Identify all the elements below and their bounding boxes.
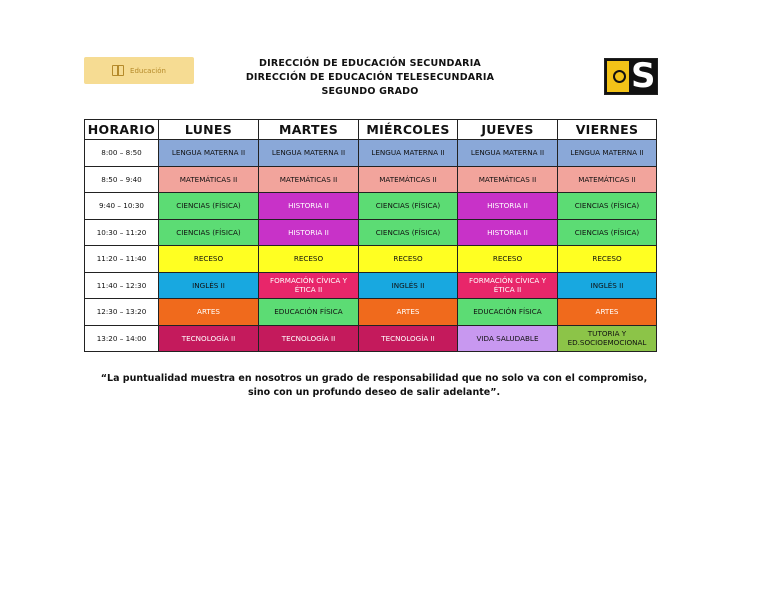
schedule-row: [85, 219, 657, 246]
subject-cell: LENGUA MATERNA II: [159, 140, 259, 167]
subject-cell: EDUCACIÓN FÍSICA: [259, 299, 359, 326]
subject-cell: RECESO: [259, 246, 359, 273]
subject-cell: RECESO: [159, 246, 259, 273]
header-lunes: LUNES: [159, 120, 259, 140]
header-martes: MARTES: [259, 120, 359, 140]
schedule-header-row: [85, 120, 657, 140]
subject-cell: MATEMÁTICAS II: [458, 166, 558, 193]
subject-cell: INGLÉS II: [159, 272, 259, 299]
subject-cell: ARTES: [159, 299, 259, 326]
subject-cell: LENGUA MATERNA II: [558, 140, 657, 167]
schedule-row: [85, 166, 657, 193]
subject-cell: LENGUA MATERNA II: [359, 140, 458, 167]
subject-cell: TECNOLOGÍA II: [159, 325, 259, 352]
education-logo: [84, 57, 194, 84]
subject-cell: CIENCIAS (FÍSICA): [558, 219, 657, 246]
subject-cell: MATEMÁTICAS II: [558, 166, 657, 193]
quote-line-2: sino con un profundo deseo de salir adelante”.: [247, 387, 501, 398]
time-slot: 11:20 – 11:40: [85, 246, 159, 273]
header-viernes: VIERNES: [558, 120, 657, 140]
subject-cell: ARTES: [359, 299, 458, 326]
schedule-row: [85, 193, 657, 220]
schedule-row: [85, 246, 657, 273]
quote-line-1: “La puntualidad muestra en nosotros un grado de responsabilidad que no solo va con el compromiso,: [100, 373, 648, 384]
subject-cell: TECNOLOGÍA II: [259, 325, 359, 352]
subject-cell: TECNOLOGÍA II: [359, 325, 458, 352]
subject-cell: FORMACIÓN CÍVICA Y ÉTICA II: [458, 272, 558, 299]
education-logo-text: Educación: [130, 66, 166, 75]
subject-cell: TUTORIA Y ED.SOCIOEMOCIONAL: [558, 325, 657, 352]
header-jueves: JUEVES: [458, 120, 558, 140]
subject-cell: HISTORIA II: [458, 219, 558, 246]
subject-cell: CIENCIAS (FÍSICA): [558, 193, 657, 220]
subject-cell: FORMACIÓN CÍVICA Y ÉTICA II: [259, 272, 359, 299]
time-slot: 11:40 – 12:30: [85, 272, 159, 299]
schedule-row: [85, 299, 657, 326]
header-line-2: DIRECCIÓN DE EDUCACIÓN TELESECUNDARIA: [245, 72, 495, 83]
subject-cell: CIENCIAS (FÍSICA): [359, 193, 458, 220]
time-slot: 13:20 – 14:00: [85, 325, 159, 352]
header-horario: HORARIO: [85, 120, 159, 140]
schedule-row: [85, 272, 657, 299]
time-slot: 12:30 – 13:20: [85, 299, 159, 326]
schedule-body: [85, 140, 657, 352]
time-slot: 9:40 – 10:30: [85, 193, 159, 220]
header-line-3: SEGUNDO GRADO: [321, 86, 419, 97]
subject-cell: MATEMÁTICAS II: [259, 166, 359, 193]
subject-cell: RECESO: [458, 246, 558, 273]
logo-letter: S: [631, 58, 656, 95]
telesecundaria-logo: [604, 58, 658, 95]
subject-cell: HISTORIA II: [458, 193, 558, 220]
book-icon: [112, 65, 124, 76]
header-miercoles: MIÉRCOLES: [359, 120, 458, 140]
time-slot: 8:00 – 8:50: [85, 140, 159, 167]
subject-cell: CIENCIAS (FÍSICA): [159, 193, 259, 220]
subject-cell: MATEMÁTICAS II: [359, 166, 458, 193]
subject-cell: MATEMÁTICAS II: [159, 166, 259, 193]
schedule-row: [85, 140, 657, 167]
subject-cell: CIENCIAS (FÍSICA): [159, 219, 259, 246]
subject-cell: LENGUA MATERNA II: [259, 140, 359, 167]
subject-cell: INGLÉS II: [558, 272, 657, 299]
schedule-row: [85, 325, 657, 352]
subject-cell: HISTORIA II: [259, 219, 359, 246]
time-slot: 8:50 – 9:40: [85, 166, 159, 193]
subject-cell: HISTORIA II: [259, 193, 359, 220]
schedule-table: [84, 119, 657, 352]
logo-ring-icon: [613, 70, 626, 83]
subject-cell: RECESO: [359, 246, 458, 273]
subject-cell: CIENCIAS (FÍSICA): [359, 219, 458, 246]
subject-cell: VIDA SALUDABLE: [458, 325, 558, 352]
document-header: [210, 57, 530, 99]
subject-cell: ARTES: [558, 299, 657, 326]
subject-cell: LENGUA MATERNA II: [458, 140, 558, 167]
punctuality-quote: [84, 372, 664, 400]
subject-cell: EDUCACIÓN FÍSICA: [458, 299, 558, 326]
header-line-1: DIRECCIÓN DE EDUCACIÓN SECUNDARIA: [259, 58, 481, 69]
subject-cell: RECESO: [558, 246, 657, 273]
subject-cell: INGLÉS II: [359, 272, 458, 299]
time-slot: 10:30 – 11:20: [85, 219, 159, 246]
